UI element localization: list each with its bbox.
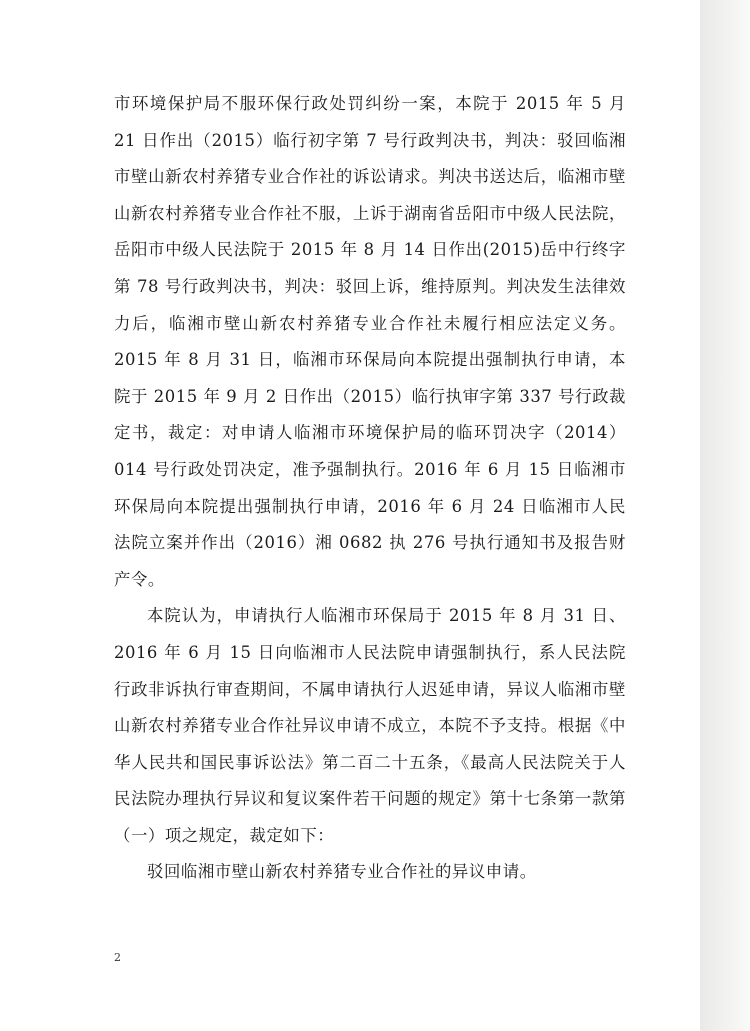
paragraph-ruling: 驳回临湘市壁山新农村养猪专业合作社的异议申请。 — [147, 862, 537, 882]
scan-margin — [700, 0, 750, 1031]
document-body — [114, 86, 626, 891]
paragraph-case-history: 市环境保护局不服环保行政处罚纠纷一案，本院于 2015 年 5 月 21 日作出（2015）临行初字第 7 号行政判决书，判决：驳回临湘市壁山新农村养猪专业合作社的诉讼请求。判决书送达后，临湘市壁山新农村养猪专业合作社不服，上诉于湖南省岳阳市中级人民法院，岳阳市中级人民法院于 2015 年 8 月 14 日作出(2015)岳中行终字第 78 号行政判决书，判决：驳回上诉，维持原判。判决发生法律效力后，临湘市壁山新农村养猪专业合作社未履行相应法定义务。2015 年 8 月 31 日，临湘市环保局向本院提出强制执行申请，本院于 2015 年 9 月 2 日作出（2015）临行执审字第 337 号行政裁定书，裁定：对申请人临湘市环境保护局的临环罚决字（2014）014 号行政处罚决定，准予强制执行。2016 年 6 月 15 日临湘市环保局向本院提出强制执行申请，2016 年 6 月 24 日临湘市人民法院立案并作出（2016）湘 0682 执 276 号执行通知书及报告财产令。 — [114, 94, 626, 589]
page-number: 2 — [114, 951, 121, 964]
paragraph-court-opinion: 本院认为，申请执行人临湘市环保局于 2015 年 8 月 31 日、2016 年 6 月 15 日向临湘市人民法院申请强制执行，系人民法院行政非诉执行审查期间，不属申请执行人迟延申请，异议人临湘市壁山新农村养猪专业合作社异议申请不成立，本院不予支持。根据《中华人民共和国民事诉讼法》第二百二十五条，《最高人民法院关于人民法院办理执行异议和复议案件若干问题的规定》第十七条第一款第（一）项之规定，裁定如下： — [114, 606, 626, 845]
